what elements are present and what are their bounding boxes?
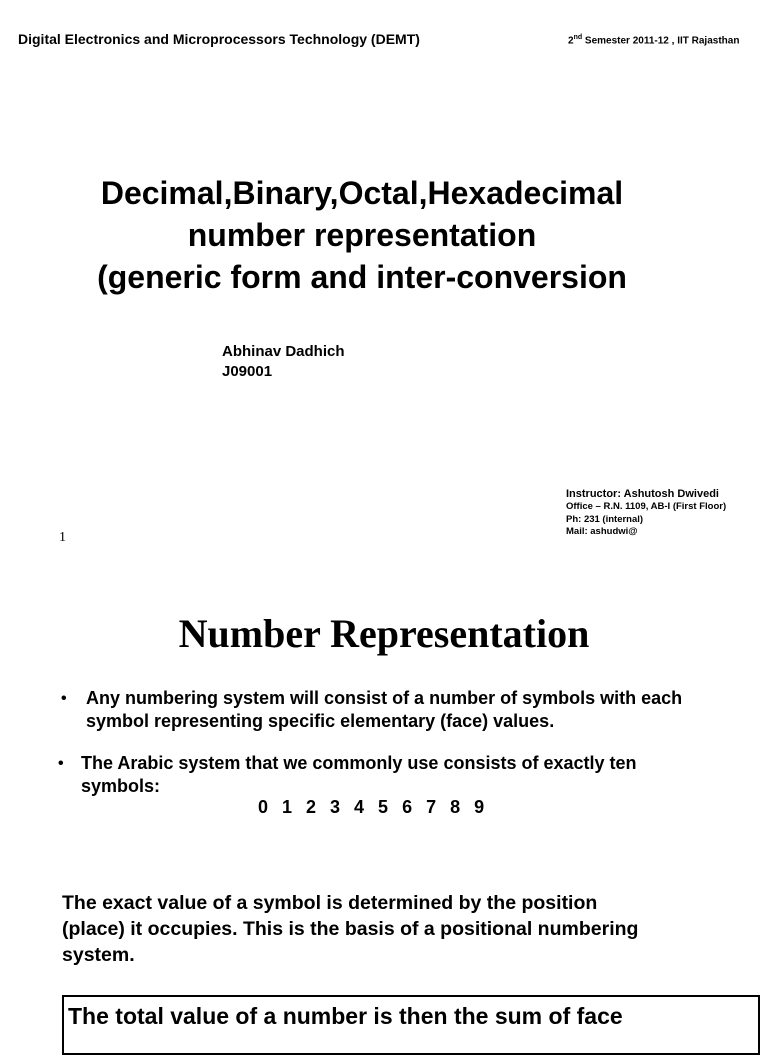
title-line: Decimal,Binary,Octal,Hexadecimal [100,175,624,211]
boxed-statement: The total value of a number is then the sum of face [62,995,760,1055]
bullet-item [86,687,682,733]
instructor-phone: Ph: 231 (internal) [566,513,644,525]
bullet-line: symbols: [81,776,161,796]
arabic-symbols: 0 1 2 3 4 5 6 7 8 9 [258,797,485,817]
bullet-line: Any numbering system will consist of a number of symbols with each [86,688,683,708]
author-name: Abhinav Dadhich [222,343,345,360]
slide-title [40,172,684,298]
instructor-mail: Mail: ashudwi@ [566,526,638,537]
author-id: J09001 [222,363,273,380]
semester-number: 2 [568,35,574,47]
bullet-marker: • [61,690,67,707]
bullet-line: The Arabic system that we commonly use consists of exactly ten [81,753,637,773]
bullet-line: symbol representing specific elementary (face) values. [86,711,555,731]
paragraph-line: The exact value of a symbol is determined by the position [62,892,598,914]
semester-ordinal: nd [573,34,583,41]
paragraph-line: (place) it occupies. This is the basis of a positional numbering [62,918,639,940]
section-title: Number Representation [178,611,590,656]
instructor-name: Instructor: Ashutosh Dwivedi [566,488,719,500]
semester-header [568,34,739,46]
bullet-item [81,752,637,798]
instructor-block [566,487,726,539]
bullet-marker: • [58,755,64,772]
semester-text: Semester 2011-12 , IIT Rajasthan [582,35,740,47]
title-line: (generic form and inter-conversion [97,259,627,295]
course-header: Digital Electronics and Microprocessors Technology (DEMT) [18,31,420,47]
page-number: 1 [59,530,66,545]
instructor-office: Office – R.N. 1109, AB-I (First Floor) [566,501,727,512]
title-line: number representation [187,217,537,253]
paragraph-line: system. [62,944,135,966]
author-block [222,342,345,382]
positional-paragraph [62,890,722,968]
